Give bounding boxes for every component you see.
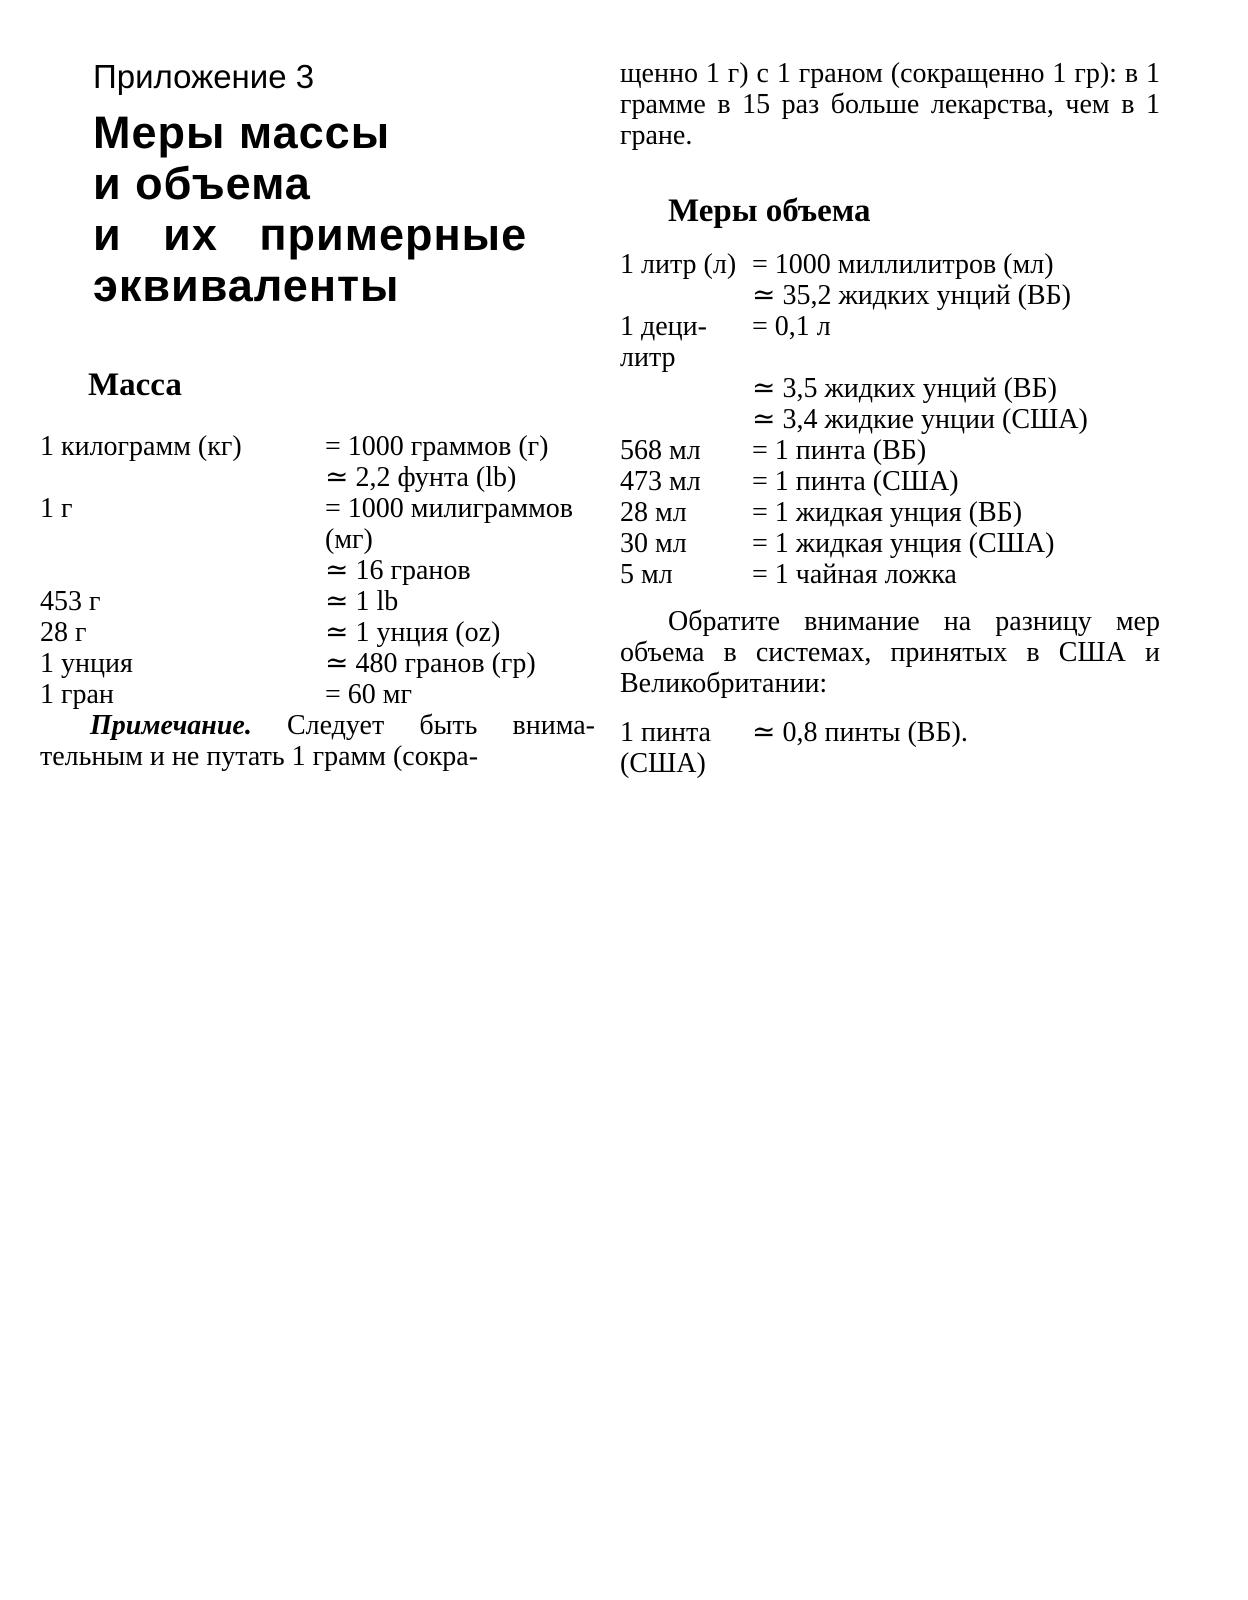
table-row <box>620 559 1160 590</box>
table-cell-rhs: = 60 мг <box>325 679 412 710</box>
table-cell-rhs: ≃ 3,4 жидкие унции (США) <box>752 404 1088 435</box>
table-cell-rhs: ≃ 0,8 пинты (ВБ). <box>752 717 968 748</box>
table-row <box>620 497 1160 528</box>
table-row <box>40 586 595 617</box>
table-cell-lhs: 28 мл <box>620 497 687 528</box>
table-row <box>40 493 595 555</box>
table-cell-lhs <box>620 280 752 311</box>
mass-table <box>40 431 595 710</box>
table-cell-lhs: 5 мл <box>620 559 673 590</box>
table-row <box>40 648 595 679</box>
table-row <box>620 466 1160 497</box>
table-cell-lhs: 30 мл <box>620 528 687 559</box>
table-cell-rhs: = 1 чайная ложка <box>752 559 957 590</box>
table-cell-lhs <box>40 555 325 586</box>
table-row <box>40 617 595 648</box>
title-line: Меры массы <box>93 107 391 158</box>
table-cell-rhs: = 1000 граммов (г) <box>325 431 549 462</box>
table-cell-lhs: 1 литр (л) <box>620 249 737 280</box>
table-cell-lhs: 1 пинта (США) <box>620 717 711 779</box>
table-cell-lhs <box>620 373 752 404</box>
note-text: Следует быть внимательным и не путать 1 грамм (сокра- <box>40 710 595 772</box>
right-column <box>620 58 1160 779</box>
final-comparison <box>620 717 1160 779</box>
table-cell-lhs: 1 килограмм (кг) <box>40 431 242 462</box>
table-row <box>40 555 595 586</box>
mass-heading: Масса <box>88 367 182 403</box>
table-cell-rhs: = 1 пинта (США) <box>752 466 959 497</box>
title-line: и объема <box>93 158 311 209</box>
table-row <box>620 311 1160 373</box>
table-cell-lhs: 28 г <box>40 617 87 648</box>
table-row <box>620 528 1160 559</box>
table-row <box>620 404 1160 435</box>
table-cell-lhs: 1 децилитр <box>620 311 707 373</box>
table-cell-rhs: = 1 жидкая унция (ВБ) <box>752 497 1023 528</box>
table-row <box>620 717 1160 779</box>
table-cell-rhs: = 1000 милиграммов (мг) <box>325 493 574 555</box>
table-cell-lhs: 1 унция <box>40 648 133 679</box>
table-cell-rhs: ≃ 480 гранов (гр) <box>325 648 536 679</box>
table-cell-lhs: 473 мл <box>620 466 701 497</box>
note-continuation: щенно 1 г) с 1 граном (сокращенно 1 гр): в 1 грамме в 15 раз больше лекарства, чем в 1 гране. <box>620 58 1160 151</box>
note-label: Примечание. <box>90 710 252 741</box>
volume-table <box>620 249 1160 590</box>
table-cell-lhs: 453 г <box>40 586 101 617</box>
note-paragraph <box>40 710 595 772</box>
table-row <box>40 431 595 462</box>
table-cell-lhs: 1 г <box>40 493 73 524</box>
table-cell-rhs: = 1 жидкая унция (США) <box>752 528 1055 559</box>
page-title <box>93 107 595 311</box>
observation-paragraph: Обратите внимание на разницу мер объема в системах, принятых в США и Великобритании: <box>620 606 1160 699</box>
table-cell-rhs: ≃ 1 lb <box>325 586 399 617</box>
title-line: и их примерные <box>93 209 528 260</box>
title-line: эквиваленты <box>93 260 400 311</box>
table-cell-rhs: = 1000 миллилитров (мл) <box>752 249 1054 280</box>
appendix-label: Приложение 3 <box>93 58 315 95</box>
table-cell-lhs: 1 гран <box>40 679 114 710</box>
table-cell-rhs: = 0,1 л <box>752 311 831 342</box>
table-cell-rhs: ≃ 2,2 фунта (lb) <box>325 462 517 493</box>
table-cell-rhs: ≃ 35,2 жидких унций (ВБ) <box>752 280 1071 311</box>
table-cell-rhs: ≃ 16 гранов <box>325 555 471 586</box>
table-cell-lhs <box>40 462 325 493</box>
table-cell-rhs: ≃ 1 унция (oz) <box>325 617 501 648</box>
table-row <box>620 280 1160 311</box>
table-row <box>40 462 595 493</box>
left-column <box>40 55 595 772</box>
table-row <box>620 249 1160 280</box>
table-row <box>620 435 1160 466</box>
table-row <box>40 679 595 710</box>
table-cell-rhs: ≃ 3,5 жидких унций (ВБ) <box>752 373 1057 404</box>
table-cell-lhs <box>620 404 752 435</box>
table-cell-rhs: = 1 пинта (ВБ) <box>752 435 927 466</box>
table-cell-lhs: 568 мл <box>620 435 701 466</box>
table-row <box>620 373 1160 404</box>
volume-heading: Меры объема <box>668 193 871 229</box>
